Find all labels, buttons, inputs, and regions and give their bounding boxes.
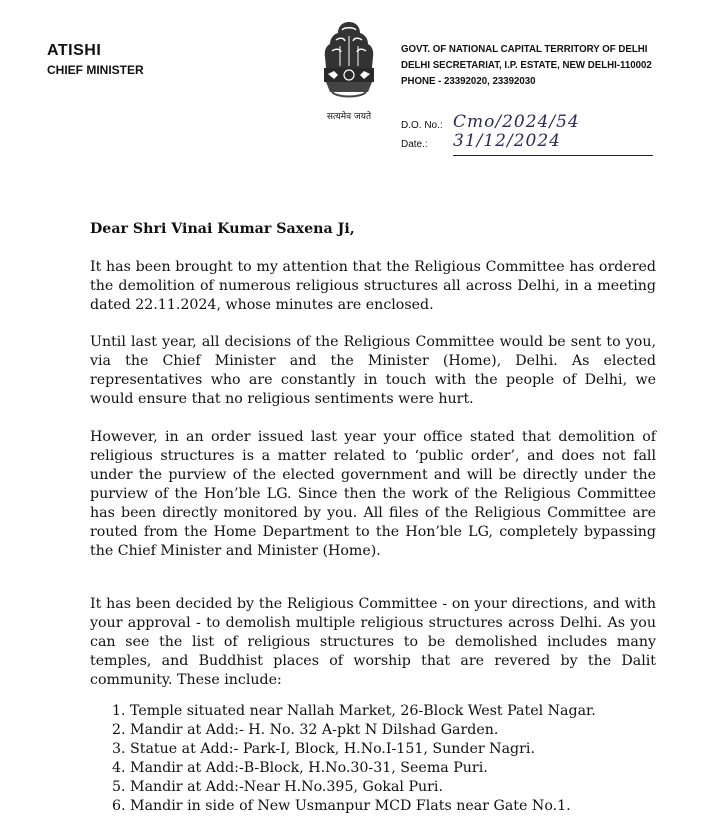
paragraph-3: [90, 428, 656, 561]
date-value: 31/12/2024: [453, 131, 561, 151]
office-line-3: PHONE - 23392020, 23392030: [401, 76, 536, 87]
paragraph-4-text: It has been decided by the Religious Committee - on your directions, and with your approval - to demolish multiple religious structures across Delhi. As you can see the list of religious structures to be demolished includes many temples, and Buddhist places of worship that are revered by the Dalit community. These include:: [90, 596, 656, 688]
date-row: [401, 131, 653, 150]
list-item: 2. Mandir at Add:- H. No. 32 A-pkt N Dilshad Garden.: [112, 722, 499, 738]
reference-block: [401, 112, 653, 150]
salutation: Dear Shri Vinai Kumar Saxena Ji,: [90, 221, 355, 237]
list-item: 1. Temple situated near Nallah Market, 26-Block West Patel Nagar.: [112, 703, 596, 719]
do-number-row: [401, 112, 653, 131]
paragraph-2: [90, 333, 656, 409]
do-number-value: Cmo/2024/54: [453, 112, 580, 132]
paragraph-1: [90, 258, 656, 315]
office-line-2: DELHI SECRETARIAT, I.P. ESTATE, NEW DELHI-110002: [401, 60, 652, 71]
office-address: [401, 42, 652, 90]
date-label: Date.:: [401, 139, 428, 150]
sender-title: CHIEF MINISTER: [47, 63, 144, 77]
paragraph-1-text: It has been brought to my attention that the Religious Committee has ordered the demolition of numerous religious structures all across Delhi, in a meeting dated 22.11.2024, whose minutes are enclosed.: [90, 259, 656, 313]
paragraph-2-text: Until last year, all decisions of the Religious Committee would be sent to you, via the Chief Minister and the Minister (Home), Delhi. As elected representatives who are constantly in touch with the people of Delhi, we would ensure that no religious sentiments were hurt.: [90, 334, 656, 407]
office-line-1: GOVT. OF NATIONAL CAPITAL TERRITORY OF DELHI: [401, 44, 648, 55]
paragraph-4: [90, 595, 656, 690]
structures-list: [112, 702, 596, 816]
paragraph-3-text: However, in an order issued last year your office stated that demolition of religious structures is a matter related to ‘public order’, and does not fall under the purview of the elected government and will be directly under the purview of the Hon’ble LG. Since then the work of the Religious Committee has been directly monitored by you. All files of the Religious Committee are routed from the Home Department to the Hon’ble LG, completely bypassing the Chief Minister and Minister (Home).: [90, 429, 656, 559]
sender-name: ATISHI: [47, 42, 102, 59]
emblem-motto: सत्यमेव जयते: [326, 112, 372, 122]
do-number-label: D.O. No.:: [401, 120, 443, 131]
reference-underline: [453, 155, 653, 156]
list-item: 4. Mandir at Add:-B-Block, H.No.30-31, Seema Puri.: [112, 760, 488, 776]
letterhead-sender: [47, 42, 144, 77]
list-item: 6. Mandir in side of New Usmanpur MCD Flats near Gate No.1.: [112, 798, 571, 814]
list-item: 5. Mandir at Add:-Near H.No.395, Gokal Puri.: [112, 779, 443, 795]
list-item: 3. Statue at Add:- Park-I, Block, H.No.I-151, Sunder Nagri.: [112, 741, 535, 757]
